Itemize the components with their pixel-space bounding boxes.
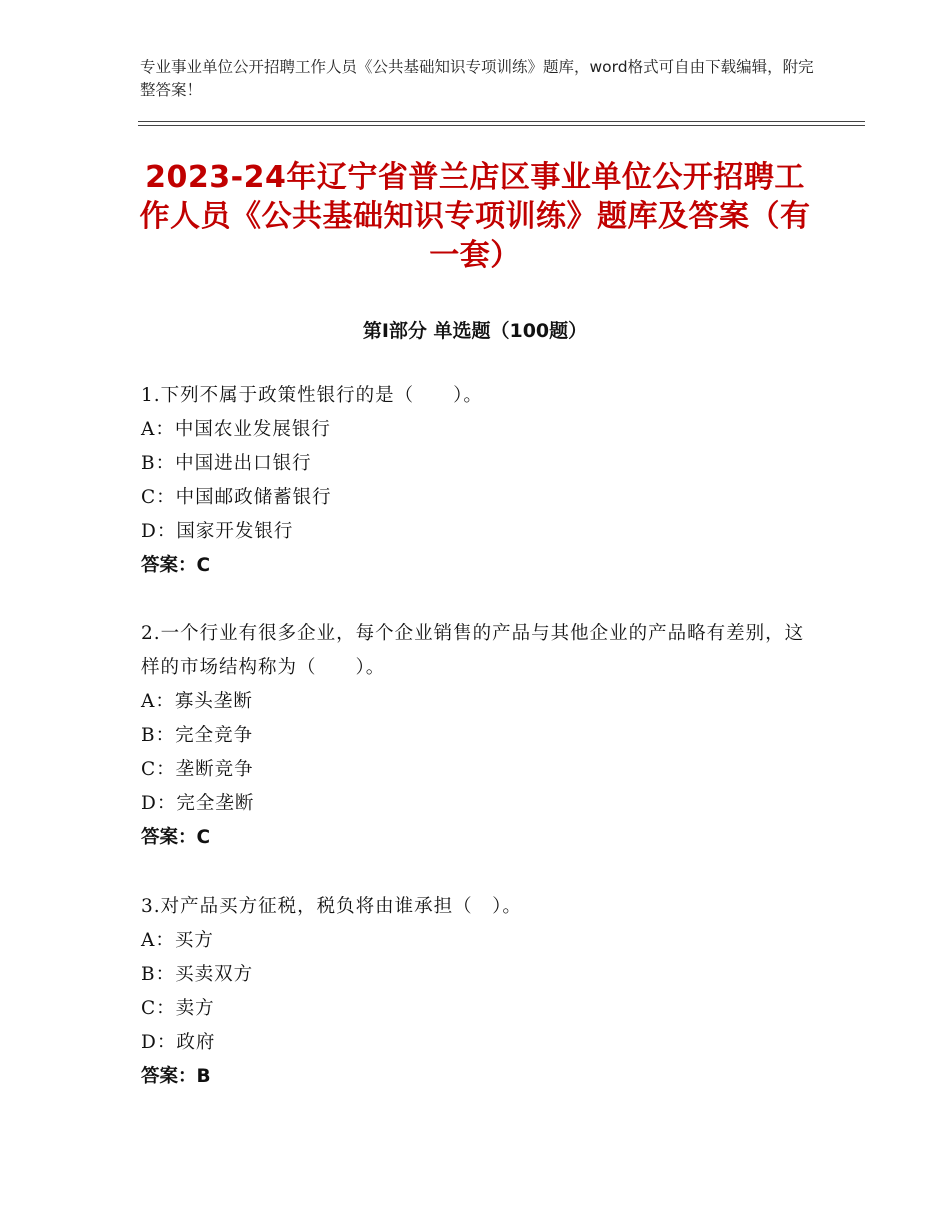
document-title: 2023-24年辽宁省普兰店区事业单位公开招聘工作人员《公共基础知识专项训练》题库及答案（有一套） (139, 160, 811, 273)
option-b: B：中国进出口银行 (141, 453, 312, 474)
question-text: 3.对产品买方征税，税负将由谁承担（ ）。 (141, 896, 522, 917)
question-text: 1.下列不属于政策性银行的是（ ）。 (141, 385, 483, 406)
question-block (141, 617, 821, 855)
question-block (141, 890, 821, 1094)
option-d: D：政府 (141, 1032, 216, 1053)
answer-line: 答案：C (141, 827, 211, 848)
option-b: B：完全竞争 (141, 725, 254, 746)
option-c: C：卖方 (141, 998, 215, 1019)
header-divider-top (138, 121, 865, 122)
answer-line: 答案：C (141, 555, 211, 576)
section-heading: 第Ⅰ部分 单选题（100题） (362, 320, 588, 342)
option-d: D：国家开发银行 (141, 521, 294, 542)
option-b: B：买卖双方 (141, 964, 254, 985)
option-c: C：中国邮政储蓄银行 (141, 487, 332, 508)
answer-line: 答案：B (141, 1066, 211, 1087)
question-block (141, 379, 821, 583)
header-divider-bottom (138, 125, 865, 126)
option-a: A：买方 (141, 930, 214, 951)
option-c: C：垄断竞争 (141, 759, 254, 780)
option-a: A：中国农业发展银行 (141, 419, 331, 440)
question-text: 2.一个行业有很多企业，每个企业销售的产品与其他企业的产品略有差别，这样的市场结构称为（ ）。 (141, 623, 805, 678)
option-a: A：寡头垄断 (141, 691, 253, 712)
header-note: 专业事业单位公开招聘工作人员《公共基础知识专项训练》题库，word格式可自由下载编辑，附完整答案！ (140, 58, 814, 99)
option-d: D：完全垄断 (141, 793, 255, 814)
